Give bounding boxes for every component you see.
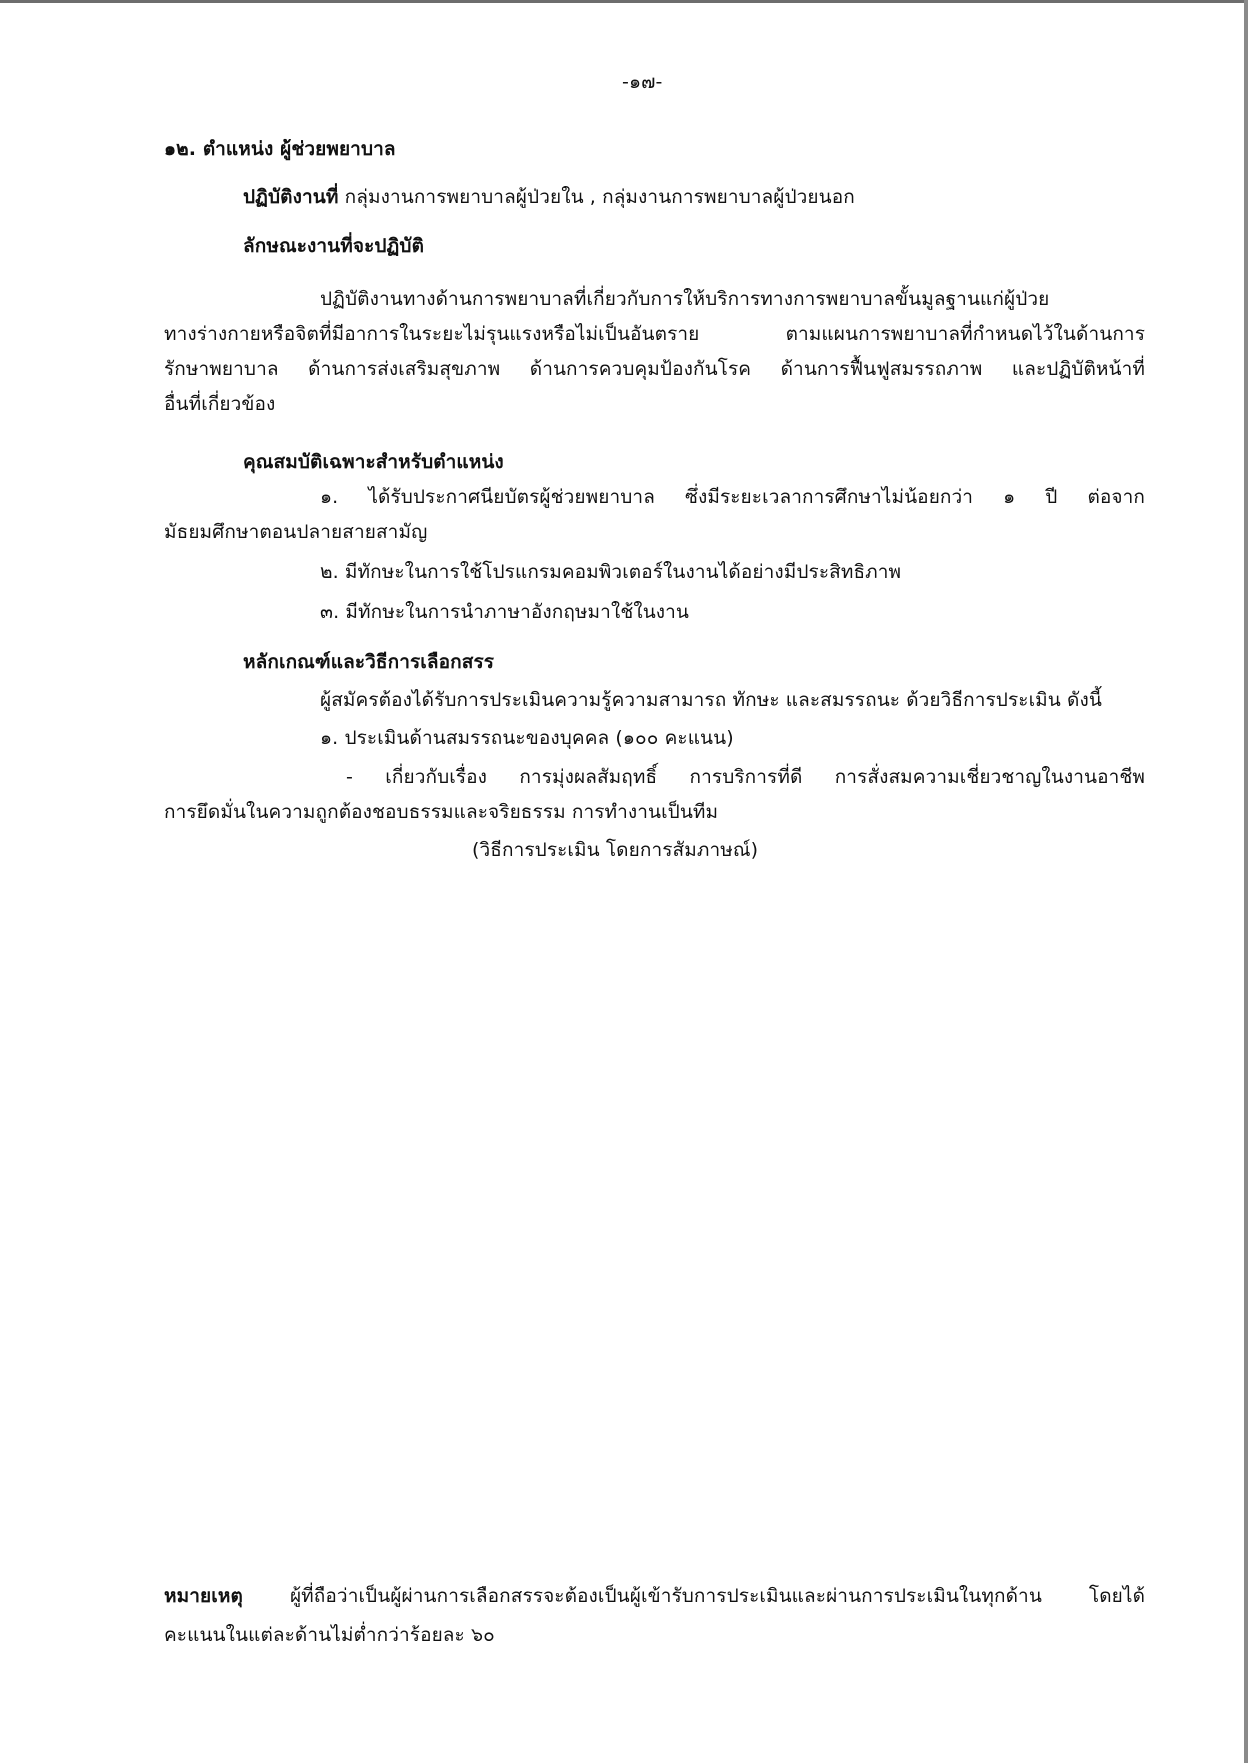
scan-edge-top xyxy=(0,0,1248,3)
qualification-item-1-cont: มัธยมศึกษาตอนปลายสายสามัญ xyxy=(164,521,428,543)
job-nature-line-4: อื่นที่เกี่ยวข้อง xyxy=(164,393,276,415)
job-nature-line-2: ทางร่างกายหรือจิตที่มีอาการในระยะไม่รุนแรงหรือไม่เป็นอันตราย ตามแผนการพยาบาลที่กำหนดไว้ในด้านการ xyxy=(164,323,1145,345)
selection-heading: หลักเกณฑ์และวิธีการเลือกสรร xyxy=(243,651,495,673)
position-title: ผู้ช่วยพยาบาล xyxy=(280,138,396,160)
assessment-method: (วิธีการประเมิน โดยการสัมภาษณ์) xyxy=(472,839,759,861)
note-line-2: คะแนนในแต่ละด้านไม่ต่ำกว่าร้อยละ ๖๐ xyxy=(164,1624,495,1646)
qualifications-heading: คุณสมบัติเฉพาะสำหรับตำแหน่ง xyxy=(243,451,504,473)
note-text-1: ผู้ที่ถือว่าเป็นผู้ผ่านการเลือกสรรจะต้องเป็นผู้เข้ารับการประเมินและผ่านการประเมินในทุกด้าน โดยได้ xyxy=(289,1585,1146,1607)
scan-edge-right xyxy=(1244,0,1248,1763)
qualification-item-2: ๒. มีทักษะในการใช้โปรแกรมคอมพิวเตอร์ในงานได้อย่างมีประสิทธิภาพ xyxy=(320,561,902,583)
position-label: ตำแหน่ง xyxy=(202,138,274,160)
page-number: -๑๗- xyxy=(622,71,663,93)
workplace-line xyxy=(243,183,855,211)
note-label: หมายเหตุ xyxy=(164,1585,243,1607)
job-nature-heading: ลักษณะงานที่จะปฏิบัติ xyxy=(243,235,425,257)
note-line-1 xyxy=(164,1582,1145,1610)
job-nature-line-3: รักษาพยาบาล ด้านการส่งเสริมสุขภาพ ด้านการควบคุมป้องกันโรค ด้านการฟื้นฟูสมรรถภาพ และปฏิบัติหน้าที่ xyxy=(164,358,1145,380)
position-heading xyxy=(164,135,396,163)
selection-intro: ผู้สมัครต้องได้รับการประเมินความรู้ความสามารถ ทักษะ และสมรรถนะ ด้วยวิธีการประเมิน ดังนี้ xyxy=(320,689,1102,711)
assessment-detail-1: - เกี่ยวกับเรื่อง การมุ่งผลสัมฤทธิ์ การบริการที่ดี การสั่งสมความเชี่ยวชาญในงานอาชีพ xyxy=(346,766,1145,788)
job-nature-line-1: ปฏิบัติงานทางด้านการพยาบาลที่เกี่ยวกับการให้บริการทางการพยาบาลขั้นมูลฐานแก่ผู้ป่วย xyxy=(320,288,1050,310)
position-number: ๑๒. xyxy=(164,138,197,160)
workplace-value: กลุ่มงานการพยาบาลผู้ป่วยใน , กลุ่มงานการพยาบาลผู้ป่วยนอก xyxy=(344,186,855,208)
assessment-detail-2: การยึดมั่นในความถูกต้องชอบธรรมและจริยธรรม การทำงานเป็นทีม xyxy=(164,801,719,823)
qualification-item-1: ๑. ได้รับประกาศนียบัตรผู้ช่วยพยาบาล ซึ่งมีระยะเวลาการศึกษาไม่น้อยกว่า ๑ ปี ต่อจาก xyxy=(320,486,1145,508)
workplace-label: ปฏิบัติงานที่ xyxy=(243,186,339,208)
assessment-item-1: ๑. ประเมินด้านสมรรถนะของบุคคล (๑๐๐ คะแนน) xyxy=(320,727,734,749)
qualification-item-3: ๓. มีทักษะในการนำภาษาอังกฤษมาใช้ในงาน xyxy=(320,601,690,623)
